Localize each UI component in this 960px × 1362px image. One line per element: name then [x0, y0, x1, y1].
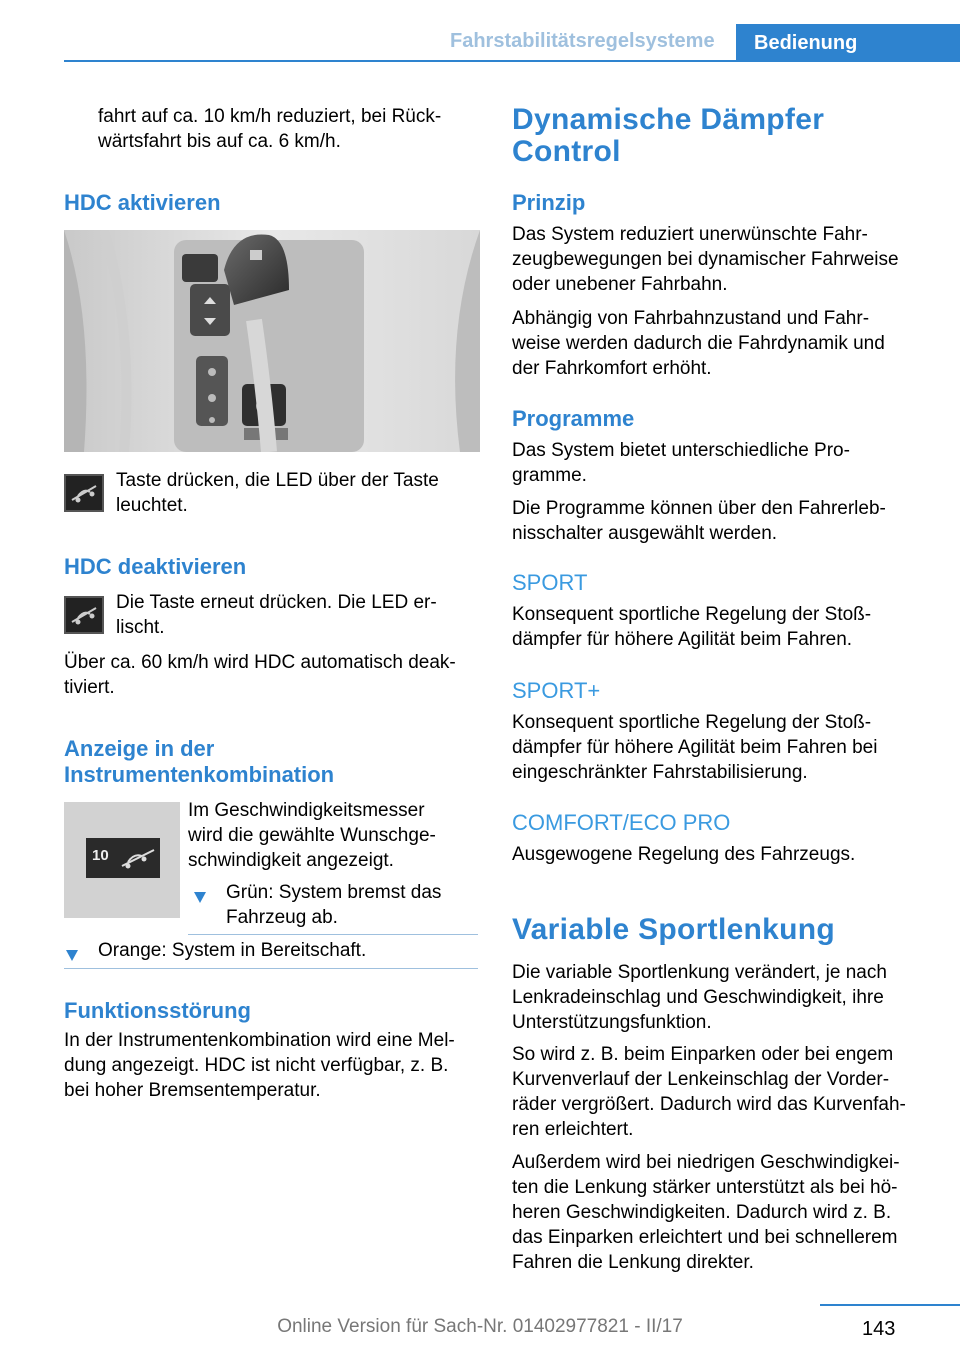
display-line-3: schwindigkeit angezeigt.: [188, 850, 394, 871]
bullet-divider: [64, 968, 478, 969]
sportplus-line-1: Konsequent sportliche Regelung der Stoß-: [512, 712, 872, 733]
programme-p1-line-2: gramme.: [512, 465, 587, 486]
programme-p1: [512, 438, 932, 488]
display-heading-line-1: Anzeige in der: [64, 736, 215, 761]
hdc-auto-text: [64, 650, 480, 700]
display-text: [188, 798, 478, 873]
sport-text: [512, 602, 932, 652]
hdc-deactivate-line-2: lischt.: [116, 617, 165, 638]
display-heading-line-2: Instrumentenkombination: [64, 762, 335, 787]
intro-line-1: fahrt auf ca. 10 km/h reduziert, bei Rück-: [98, 106, 442, 127]
comfort-heading: COMFORT/ECO PRO: [512, 810, 731, 835]
footer-rule: [820, 1304, 960, 1306]
fault-line-1: In der Instrumentenkombination wird eine Mel-: [64, 1030, 455, 1051]
bullet-orange: Orange: System in Bereitschaft.: [98, 940, 367, 961]
display-line-2: wird die gewählte Wunschge-: [188, 825, 436, 846]
vsl-p1-line-2: Lenkradeinschlag und Geschwindigkeit, ihre: [512, 987, 884, 1008]
bullet-green-line-2: Fahrzeug ab.: [226, 907, 338, 928]
prinzip-p1: [512, 222, 932, 297]
prinzip-p2-line-1: Abhängig von Fahrbahnzustand und Fahr-: [512, 308, 870, 329]
programme-p2-line-1: Die Programme können über den Fahrerleb-: [512, 498, 886, 519]
prinzip-heading: Prinzip: [512, 190, 586, 215]
intro-line-2: wärtsfahrt bis auf ca. 6 km/h.: [98, 131, 341, 152]
hdc-deactivate-text: [116, 590, 476, 640]
ddc-heading-line-2: Control: [512, 135, 621, 168]
fault-line-3: bei hoher Bremsentemperatur.: [64, 1080, 321, 1101]
intro-paragraph: [98, 104, 478, 154]
vsl-p2-line-4: ren erleichtert.: [512, 1119, 634, 1140]
programme-heading: Programme: [512, 406, 635, 431]
prinzip-p1-line-3: oder unebener Fahrbahn.: [512, 274, 728, 295]
hdc-auto-line-1: Über ca. 60 km/h wird HDC automatisch deak-: [64, 652, 456, 673]
page-number: 143: [862, 1318, 896, 1340]
hdc-deactivate-line-1: Die Taste erneut drücken. Die LED er-: [116, 592, 437, 613]
sportplus-text: [512, 710, 932, 785]
console-photo: [64, 230, 480, 452]
prinzip-p1-line-1: Das System reduziert unerwünschte Fahr-: [512, 224, 868, 245]
hdc-display-number: 10: [92, 847, 109, 864]
header-rule: [64, 60, 960, 62]
online-version-footer: Online Version für Sach-Nr. 01402977821 - II/17: [277, 1316, 683, 1337]
vsl-p2-line-1: So wird z. B. beim Einparken oder bei engem: [512, 1044, 894, 1065]
hdc-activate-heading: HDC aktivieren: [64, 190, 221, 215]
sport-line-1: Konsequent sportliche Regelung der Stoß-: [512, 604, 872, 625]
hdc-activate-text: [116, 468, 476, 518]
ddc-heading-line-1: Dynamische Dämpfer: [512, 103, 825, 136]
sportplus-line-3: eingeschränkter Fahrstabilisierung.: [512, 762, 808, 783]
programme-p2: [512, 496, 932, 546]
sportplus-heading: SPORT+: [512, 678, 601, 703]
hdc-display-panel: [86, 838, 160, 878]
programme-p2-line-2: nisschalter ausgewählt werden.: [512, 523, 778, 544]
vsl-p2: [512, 1042, 932, 1142]
vsl-p1-line-3: Unterstützungsfunktion.: [512, 1012, 712, 1033]
bullet-triangle-icon: [194, 890, 206, 908]
vsl-p1: [512, 960, 932, 1035]
hdc-auto-line-2: tiviert.: [64, 677, 115, 698]
prinzip-p1-line-2: zeugbewegungen bei dynamischer Fahrweise: [512, 249, 899, 270]
prinzip-p2-line-2: weise werden dadurch die Fahrdynamik und: [512, 333, 885, 354]
vsl-heading: Variable Sportlenkung: [512, 913, 836, 946]
prinzip-p2: [512, 306, 932, 381]
hdc-car-icon: [86, 838, 160, 878]
header-section-title: Fahrstabilitätsregelsysteme: [450, 30, 715, 52]
vsl-p3-line-5: Fahren die Lenkung direkter.: [512, 1252, 754, 1273]
gear-selector-photo: [64, 230, 480, 452]
bullet-triangle-icon: [66, 948, 78, 966]
programme-p1-line-1: Das System bietet unterschiedliche Pro-: [512, 440, 850, 461]
vsl-p3: [512, 1150, 932, 1275]
bullet-green: [226, 880, 478, 930]
fault-line-2: dung angezeigt. HDC ist nicht verfügbar, z. B.: [64, 1055, 449, 1076]
hdc-display-icon: [64, 802, 180, 918]
display-heading: [64, 736, 480, 788]
hdc-button-icon: [64, 596, 104, 634]
hdc-button-icon: [64, 474, 104, 512]
vsl-p1-line-1: Die variable Sportlenkung verändert, je nach: [512, 962, 887, 983]
sportplus-line-2: dämpfer für höhere Agilität beim Fahren bei: [512, 737, 878, 758]
bullet-divider: [188, 934, 478, 935]
hdc-activate-line-1: Taste drücken, die LED über der Taste: [116, 470, 439, 491]
hdc-activate-line-2: leuchtet.: [116, 495, 188, 516]
display-line-1: Im Geschwindigkeitsmesser: [188, 800, 425, 821]
vsl-p3-line-1: Außerdem wird bei niedrigen Geschwindigkei-: [512, 1152, 900, 1173]
vsl-p3-line-3: heren Geschwindigkeiten. Dadurch wird z. B.: [512, 1202, 892, 1223]
vsl-p2-line-2: Kurvenverlauf der Lenkeinschlag der Vorder-: [512, 1069, 890, 1090]
ddc-heading: [512, 104, 932, 168]
sport-line-2: dämpfer für höhere Agilität beim Fahren.: [512, 629, 853, 650]
hdc-deactivate-heading: HDC deaktivieren: [64, 554, 247, 579]
bullet-green-line-1: Grün: System bremst das: [226, 882, 442, 903]
sport-heading: SPORT: [512, 570, 588, 595]
comfort-text: Ausgewogene Regelung des Fahrzeugs.: [512, 844, 856, 865]
prinzip-p2-line-3: der Fahrkomfort erhöht.: [512, 358, 712, 379]
vsl-p2-line-3: räder vergrößert. Dadurch wird das Kurvenfah-: [512, 1094, 906, 1115]
fault-heading: Funktionsstörung: [64, 998, 251, 1023]
header-tab-bedienung: Bedienung: [736, 24, 960, 62]
vsl-p3-line-2: ten die Lenkung stärker unterstützt als bei hö-: [512, 1177, 898, 1198]
vsl-p3-line-4: das Einparken erleichtert und bei schnellerem: [512, 1227, 898, 1248]
fault-text: [64, 1028, 480, 1103]
